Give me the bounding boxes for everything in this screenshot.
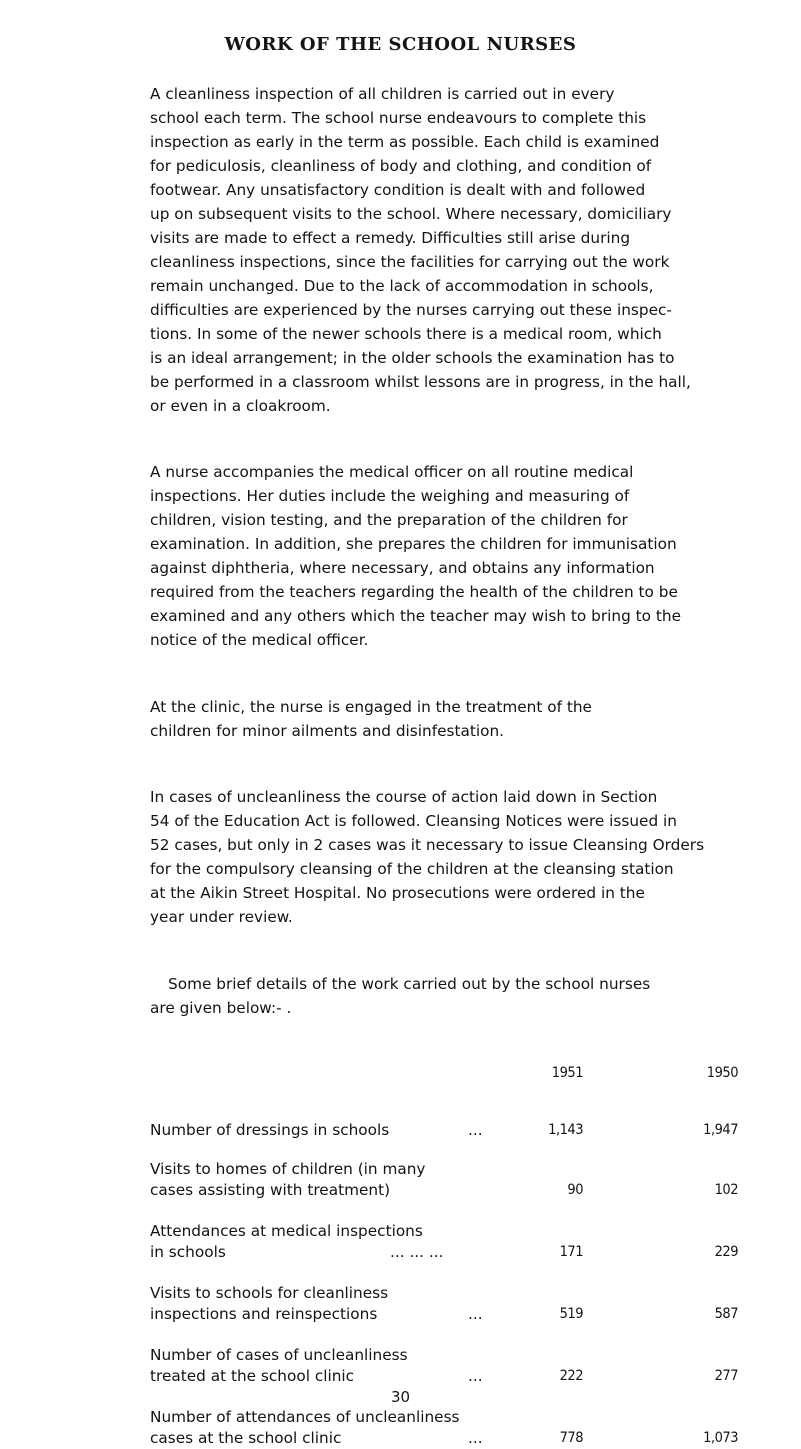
value-1950: 229 [714,1244,738,1260]
paragraph-line: cleanliness inspections, since the facilities for carrying out the work [150,253,670,271]
value-1951: 778 [559,1430,583,1446]
column-header-1950: 1950 [706,1065,738,1081]
paragraph-line: inspections. Her duties include the weighing and measuring of [150,487,630,505]
paragraph-line: examination. In addition, she prepares the children for immunisation [150,535,677,553]
value-1950: 587 [714,1306,738,1322]
leader-dots: ... [468,1121,483,1139]
paragraph-line: tions. In some of the newer schools there is a medical room, which [150,325,662,343]
column-header-1951: 1951 [551,1065,583,1081]
paragraph-line: school each term. The school nurse endeavours to complete this [150,109,647,127]
leader-dots: ... [468,1305,483,1323]
row-label [150,1120,510,1141]
row-label-line: Number of attendances of uncleanliness [150,1408,460,1426]
value-1951: 90 [567,1182,583,1198]
page-number: 30 [390,1388,411,1406]
row-label-line: Number of cases of uncleanliness [150,1346,408,1364]
value-1950: 1,073 [703,1430,738,1446]
paragraph-line: In cases of uncleanliness the course of action laid down in Section [150,788,658,806]
value-1951: 171 [559,1244,583,1260]
paragraph-line: notice of the medical officer. [150,631,369,649]
row-label [150,1159,510,1201]
row-label-line: in schools [150,1243,226,1261]
paragraph-line: children, vision testing, and the preparation of the children for [150,511,628,529]
value-1950: 277 [714,1368,738,1384]
paragraph-line: 54 of the Education Act is followed. Cleansing Notices were issued in [150,812,677,830]
row-label-line: inspections and reinspections [150,1305,378,1323]
value-1950: 102 [714,1182,738,1198]
paragraph-line: Some brief details of the work carried out by the school nurses [168,975,651,993]
paragraph-line: visits are made to effect a remedy. Difficulties still arise during [150,229,631,247]
paragraph-line: examined and any others which the teacher may wish to bring to the [150,607,681,625]
paragraph-clinic [150,695,750,743]
leader-dots: ... [468,1367,483,1385]
value-1951: 222 [559,1368,583,1384]
paragraph-line: inspection as early in the term as possible. Each child is examined [150,133,660,151]
paragraph-line: for pediculosis, cleanliness of body and clothing, and condition of [150,157,652,175]
row-label [150,1221,510,1263]
paragraph-line: 52 cases, but only in 2 cases was it necessary to issue Cleansing Orders [150,836,705,854]
row-label [150,1407,510,1449]
paragraph-line: difficulties are experienced by the nurses carrying out these inspec- [150,301,672,319]
paragraph-line: against diphtheria, where necessary, and obtains any information [150,559,655,577]
paragraph-line: up on subsequent visits to the school. Where necessary, domiciliary [150,205,672,223]
paragraph-line: be performed in a classroom whilst lessons are in progress, in the hall, [150,373,691,391]
row-label-line: cases at the school clinic [150,1429,342,1447]
paragraph-uncleanliness [150,785,750,929]
row-label-line: Attendances at medical inspections [150,1222,423,1240]
value-1951: 519 [559,1306,583,1322]
paragraph-line: year under review. [150,908,293,926]
row-label [150,1345,510,1387]
leader-dots: ... ... ... [390,1243,444,1261]
page-title: WORK OF THE SCHOOL NURSES [224,34,577,55]
row-label-line: Visits to schools for cleanliness [150,1284,389,1302]
row-label-line: treated at the school clinic [150,1367,355,1385]
paragraph-line: required from the teachers regarding the health of the children to be [150,583,678,601]
row-label-line: cases assisting with treatment) [150,1181,391,1199]
paragraph-line: remain unchanged. Due to the lack of accommodation in schools, [150,277,654,295]
row-label-line: Visits to homes of children (in many [150,1160,426,1178]
paragraph-line: or even in a cloakroom. [150,397,331,415]
paragraph-line: footwear. Any unsatisfactory condition is dealt with and followed [150,181,646,199]
value-1951: 1,143 [548,1122,583,1138]
paragraph-line: At the clinic, the nurse is engaged in the treatment of the [150,698,592,716]
paragraph-medical-inspections [150,460,750,652]
paragraph-line: for the compulsory cleansing of the children at the cleansing station [150,860,674,878]
paragraph-line: is an ideal arrangement; in the older schools the examination has to [150,349,675,367]
paragraph-line: at the Aikin Street Hospital. No prosecutions were ordered in the [150,884,645,902]
paragraph-line: are given below:- . [150,999,292,1017]
value-1950: 1,947 [703,1122,738,1138]
leader-dots: ... [468,1429,483,1447]
row-label-line: Number of dressings in schools [150,1121,390,1139]
paragraph-details-intro [150,972,750,1020]
paragraph-line: A nurse accompanies the medical officer on all routine medical [150,463,634,481]
paragraph-line: children for minor ailments and disinfestation. [150,722,505,740]
row-label [150,1283,510,1325]
paragraph-line: A cleanliness inspection of all children is carried out in every [150,85,615,103]
paragraph-cleanliness-inspection [150,82,750,418]
